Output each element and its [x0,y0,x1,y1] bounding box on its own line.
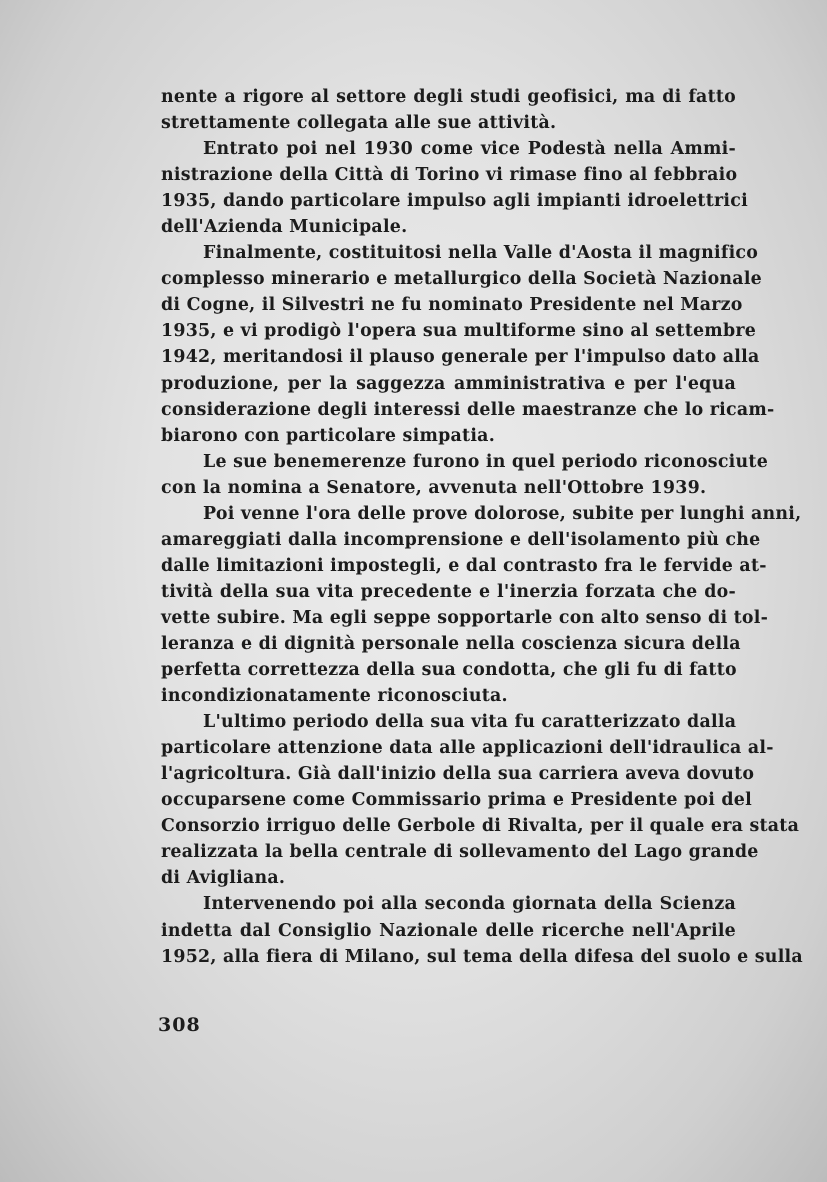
text-line: occuparsene come Commissario prima e Presidente poi del [161,790,752,811]
text-line: vette subire. Ma egli seppe sopportarle con alto senso di tol- [161,607,769,628]
text-line: dell'Azienda Municipale. [161,217,408,238]
text-line: L'ultimo periodo della sua vita fu caratterizzato dalla [203,712,737,733]
text-line: produzione, per la saggezza amministrativa e per l'equa [161,373,736,394]
text-line: incondizionatamente riconosciuta. [161,686,508,707]
text-line: Le sue benemerenze furono in quel periodo riconosciute [203,451,769,472]
text-line: Entrato poi nel 1930 come vice Podestà nella Ammi- [203,139,736,160]
text-line: nente a rigore al settore degli studi geofisici, ma di fatto [161,87,736,107]
text-line: perfetta correttezza della sua condotta, che gli fu di fatto [161,660,737,681]
text-line: Finalmente, costituitosi nella Valle d'Aosta il magnifico [203,243,759,264]
text-line: tività della sua vita precedente e l'inerzia forzata che do- [161,581,736,602]
text-line: indetta dal Consiglio Nazionale delle ricerche nell'Aprile [161,920,736,941]
text-line: complesso minerario e metallurgico della Società Nazionale [161,269,763,290]
text-line: biarono con particolare simpatia. [161,425,495,446]
text-line: Consorzio irriguo delle Gerbole di Rivalta, per il quale era stata [161,816,800,837]
text-line: dalle limitazioni impostegli, e dal contrasto fra le fervide at- [161,555,767,576]
page-number: 308 [158,1014,201,1036]
text-line: di Cogne, il Silvestri ne fu nominato Presidente nel Marzo [161,295,743,316]
text-line: l'agricoltura. Già dall'inizio della sua carriera aveva dovuto [161,764,755,785]
text-line: 1935, dando particolare impulso agli impianti idroelettrici [161,191,748,212]
text-line: Intervenendo poi alla seconda giornata della Scienza [203,894,736,915]
text-line: realizzata la bella centrale di sollevamento del Lago grande [161,842,759,863]
text-line: di Avigliana. [161,868,286,889]
text-line: con la nomina a Senatore, avvenuta nell'Ottobre 1939. [161,477,707,498]
text-line: nistrazione della Città di Torino vi rimase fino al febbraio [161,165,738,186]
text-line: 1952, alla fiera di Milano, sul tema della difesa del suolo e sulla [161,946,803,967]
text-line: considerazione degli interessi delle maestranze che lo ricam- [161,399,775,420]
body-text [161,84,803,970]
text-line: 1935, e vi prodigò l'opera sua multiforme sino al settembre [161,321,757,342]
text-line: 1942, meritandosi il plauso generale per l'impulso dato alla [161,347,760,368]
text-line: Poi venne l'ora delle prove dolorose, subite per lunghi anni, [203,503,802,524]
text-line: leranza e di dignità personale nella coscienza sicura della [161,633,741,654]
text-line: amareggiati dalla incomprensione e dell'isolamento più che [161,529,761,550]
text-line: particolare attenzione data alle applicazioni dell'idraulica al- [161,738,774,759]
text-line: strettamente collegata alle sue attività. [161,113,557,134]
